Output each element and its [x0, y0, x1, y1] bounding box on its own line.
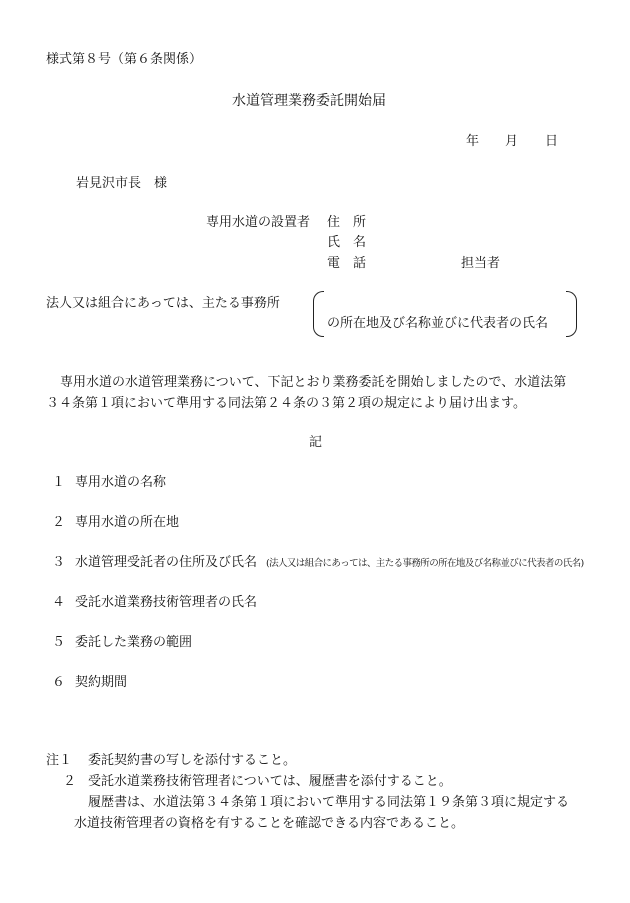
- item-number: ４: [52, 595, 66, 610]
- item-label: 受託水道業務技術管理者の氏名: [75, 595, 258, 610]
- item-number: ３: [52, 555, 66, 570]
- applicant-label: 専用水道の設置者: [206, 215, 311, 230]
- date-year: 年: [466, 134, 480, 149]
- item-label: 専用水道の所在地: [75, 515, 180, 530]
- note-2-line2: 履歴書は、水道法第３４条第１項において準用する同法第１９条第３項に規定する: [88, 795, 570, 810]
- left-bracket: [313, 291, 324, 337]
- address-label: 住 所: [327, 215, 367, 230]
- phone-label: 電 話: [327, 256, 367, 271]
- item-label: 水道管理受託者の住所及び氏名: [75, 555, 258, 570]
- note-2-text: 受託水道業務技術管理者については、履歴書を添付すること。: [88, 774, 452, 789]
- page-title: 水道管理業務委託開始届: [232, 93, 386, 109]
- body-text-line1: 専用水道の水道管理業務について、下記とおり業務委託を開始しましたので、水道法第: [60, 375, 567, 390]
- item-label: 専用水道の名称: [75, 475, 167, 490]
- item-label: 契約期間: [75, 675, 128, 690]
- item-number: ２: [52, 515, 66, 530]
- note-1-text: 委託契約書の写しを添付すること。: [88, 753, 297, 768]
- note-1-label: 注１: [46, 753, 73, 768]
- form-number: 様式第８号（第６条関係）: [46, 52, 203, 67]
- body-text-line2: ３４条第１項において準用する同法第２４条の３第２項の規定により届け出ます。: [46, 396, 526, 411]
- contact-person-label: 担当者: [461, 256, 501, 271]
- name-label: 氏 名: [327, 235, 367, 250]
- addressee: 岩見沢市長 様: [76, 176, 168, 191]
- corporate-note-line1: 法人又は組合にあっては、主たる事務所: [46, 296, 280, 311]
- item-label: 委託した業務の範囲: [75, 635, 193, 650]
- date-day: 日: [545, 134, 559, 149]
- item-number: ５: [52, 635, 66, 650]
- note-2-label: ２: [63, 774, 77, 789]
- corporate-note-line2: の所在地及び名称並びに代表者の氏名: [327, 316, 549, 331]
- right-bracket: [566, 291, 577, 337]
- ki-heading: 記: [309, 435, 323, 450]
- note-2-line3: 水道技術管理者の資格を有することを確認できる内容であること。: [74, 816, 465, 831]
- item-number: ６: [52, 675, 66, 690]
- item-number: １: [52, 475, 66, 490]
- item-note: (法人又は組合にあっては、主たる事務所の所在地及び名称並びに代表者の氏名): [266, 558, 584, 569]
- date-month: 月: [505, 134, 519, 149]
